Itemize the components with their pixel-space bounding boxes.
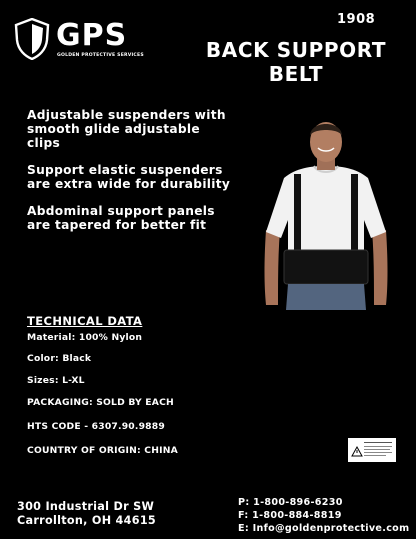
product-title-line1: BACK SUPPORT xyxy=(205,38,387,62)
spec-color: Color: Black xyxy=(27,353,92,364)
spec-hts-code: HTS CODE - 6307.90.9889 xyxy=(27,421,165,432)
product-title-line2: BELT xyxy=(268,62,324,86)
product-number: 1908 xyxy=(337,12,376,27)
fax-number: F: 1-800-884-8819 xyxy=(238,510,342,521)
spec-packaging: PACKAGING: SOLD BY EACH xyxy=(27,397,174,408)
feature-item: Adjustable suspenders with smooth glide adjustable clips xyxy=(27,108,226,150)
email-address: E: Info@goldenprotective.com xyxy=(238,523,410,534)
spec-sizes: Sizes: L-XL xyxy=(27,375,85,386)
technical-data-heading: TECHNICAL DATA xyxy=(27,314,143,328)
logo-subtitle: GOLDEN PROTECTIVE SERVICES xyxy=(57,53,144,58)
company-address xyxy=(17,500,156,528)
feature-item: Support elastic suspenders are extra wide for durability xyxy=(27,163,231,191)
logo-wordmark: GPS xyxy=(56,18,128,53)
address-line2: Carrollton, OH 44615 xyxy=(17,514,156,527)
warning-label-image xyxy=(348,438,396,462)
feature-item: Abdominal support panels are tapered for better fit xyxy=(27,204,215,232)
shield-logo-icon xyxy=(14,18,50,60)
product-title xyxy=(196,38,396,86)
address-line1: 300 Industrial Dr SW xyxy=(17,500,155,513)
phone-number: P: 1-800-896-6230 xyxy=(238,497,343,508)
product-photo xyxy=(256,110,396,310)
spec-material: Material: 100% Nylon xyxy=(27,332,143,343)
spec-country-of-origin: COUNTRY OF ORIGIN: CHINA xyxy=(27,445,178,456)
contact-info xyxy=(238,496,409,535)
